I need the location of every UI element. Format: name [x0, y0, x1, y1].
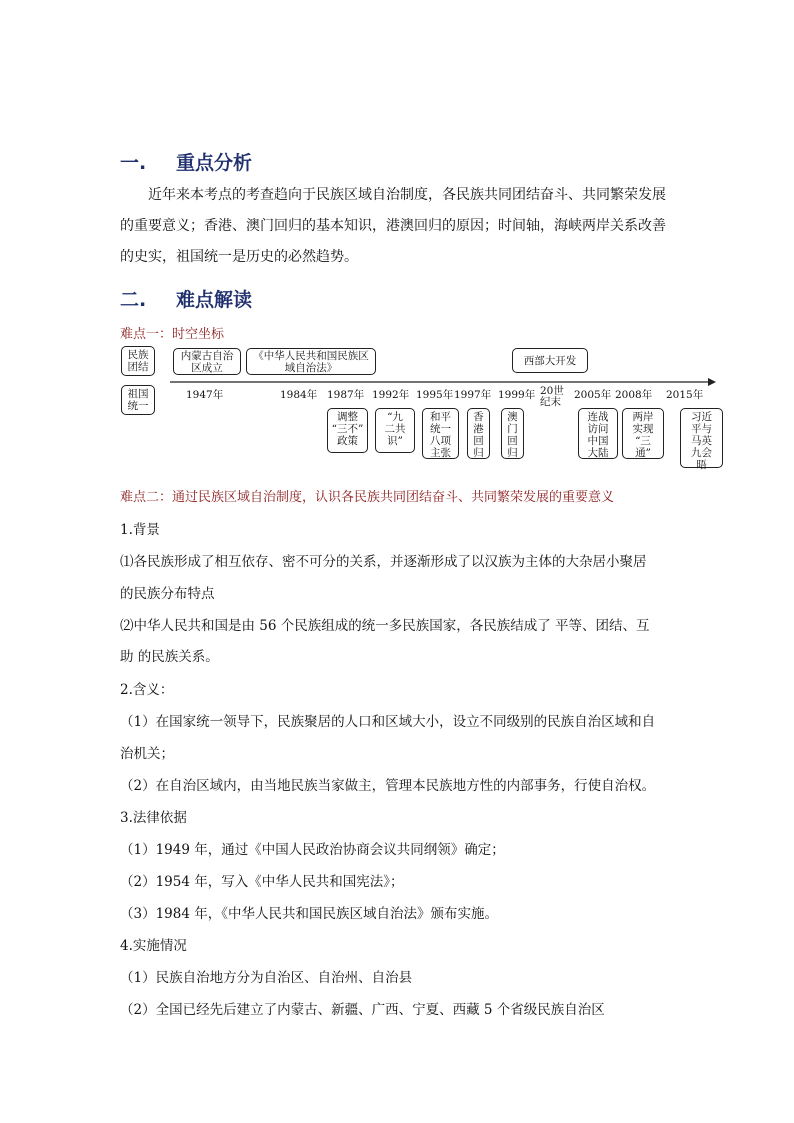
difficulty-2-label: 难点二：通过民族区域自治制度，认识各民族共同团结奋斗、共同繁荣发展的重要意义 [120, 490, 615, 505]
year-label: 2008年 [615, 389, 653, 401]
event-three-links: 两岸 实现 “三 通” [622, 408, 664, 459]
event-1992-consensus: “九 二共 识” [375, 408, 415, 453]
event-western-development: 西部大开发 [512, 348, 588, 373]
point-heading: 1.背景 [120, 522, 160, 538]
event-xi-ma-meeting: 习近 平与 马英 九会 晤 [680, 408, 723, 468]
point-line: ⑵中华人民共和国是由 56 个民族组成的统一多民族国家，各民族结成了 平等、团结、互 [120, 618, 650, 634]
year-label: 1995年 [416, 389, 454, 401]
event-eight-points: 和平 统一 八项 主张 [422, 408, 459, 459]
event-three-nos: 调整 “三不” 政策 [327, 408, 368, 453]
event-lien-chan-visit: 连战 访问 中国 大陆 [578, 408, 618, 459]
point-heading: 3.法律依据 [120, 810, 187, 826]
point-line: （2）全国已经先后建立了内蒙古、新疆、广西、宁夏、西藏 5 个省级民族自治区 [120, 1002, 605, 1018]
event-inner-mongolia: 内蒙古自治区成立 [173, 348, 241, 375]
paragraph-line: 的史实，祖国统一是历史的必然趋势。 [120, 249, 358, 265]
row-label-reunification: 祖国统一 [121, 385, 155, 415]
row-label-ethnic-unity: 民族团结 [121, 346, 155, 376]
year-label: 2015年 [666, 389, 704, 401]
year-label: 1947年 [186, 389, 224, 401]
point-line: （3）1984 年，《中华人民共和国民族区域自治法》颁布实施。 [120, 906, 498, 922]
point-line: （1）1949 年，通过《中国人民政治协商会议共同纲领》确定； [120, 842, 505, 858]
point-line: 治机关； [120, 746, 174, 762]
point-heading: 2.含义： [120, 682, 174, 698]
year-label: 2005年 [574, 389, 612, 401]
point-line: 的民族分布特点 [120, 586, 215, 602]
year-label: 1992年 [372, 389, 410, 401]
event-macau-return: 澳 门 回 归 [501, 408, 524, 459]
section-2-title: 难点解读 [176, 289, 253, 311]
paragraph-line: 近年来本考点的考查趋向于民族区域自治制度，各民族共同团结奋斗、共同繁荣发展 [148, 187, 666, 203]
point-line: ⑴各民族形成了相互依存、密不可分的关系，并逐渐形成了以汉族为主体的大杂居小聚居 [120, 554, 647, 570]
difficulty-1-label: 难点一：时空坐标 [120, 327, 225, 342]
year-label: 1997年 [454, 389, 492, 401]
point-line: （1）在国家统一领导下，民族聚居的人口和区域大小，设立不同级别的民族自治区域和自 [120, 714, 656, 730]
point-line: （2）1954 年，写入《中华人民共和国宪法》； [120, 874, 404, 890]
point-heading: 4.实施情况 [120, 938, 187, 954]
year-label: 1984年 [280, 389, 318, 401]
section-2-number: 二. [120, 289, 147, 311]
point-line: （1）民族自治地方分为自治区、自治州、自治县 [120, 970, 413, 986]
paragraph-line: 的重要意义；香港、澳门回归的基本知识，港澳回归的原因；时间轴，海峡两岸关系改善 [120, 218, 666, 234]
year-label: 20世纪末 [540, 385, 564, 408]
event-autonomy-law: 《中华人民共和国民族区域自治法》 [246, 348, 376, 375]
section-1-number: 一. [120, 152, 147, 174]
point-line: 助 的民族关系。 [120, 649, 219, 665]
event-hong-kong-return: 香 港 回 归 [467, 408, 490, 459]
timeline-diagram [0, 0, 794, 480]
year-label: 1999年 [498, 389, 536, 401]
year-label: 1987年 [327, 389, 365, 401]
section-1-title: 重点分析 [176, 152, 253, 174]
point-line: （2）在自治区域内，由当地民族当家做主，管理本民族地方性的内部事务，行使自治权。 [120, 778, 656, 794]
